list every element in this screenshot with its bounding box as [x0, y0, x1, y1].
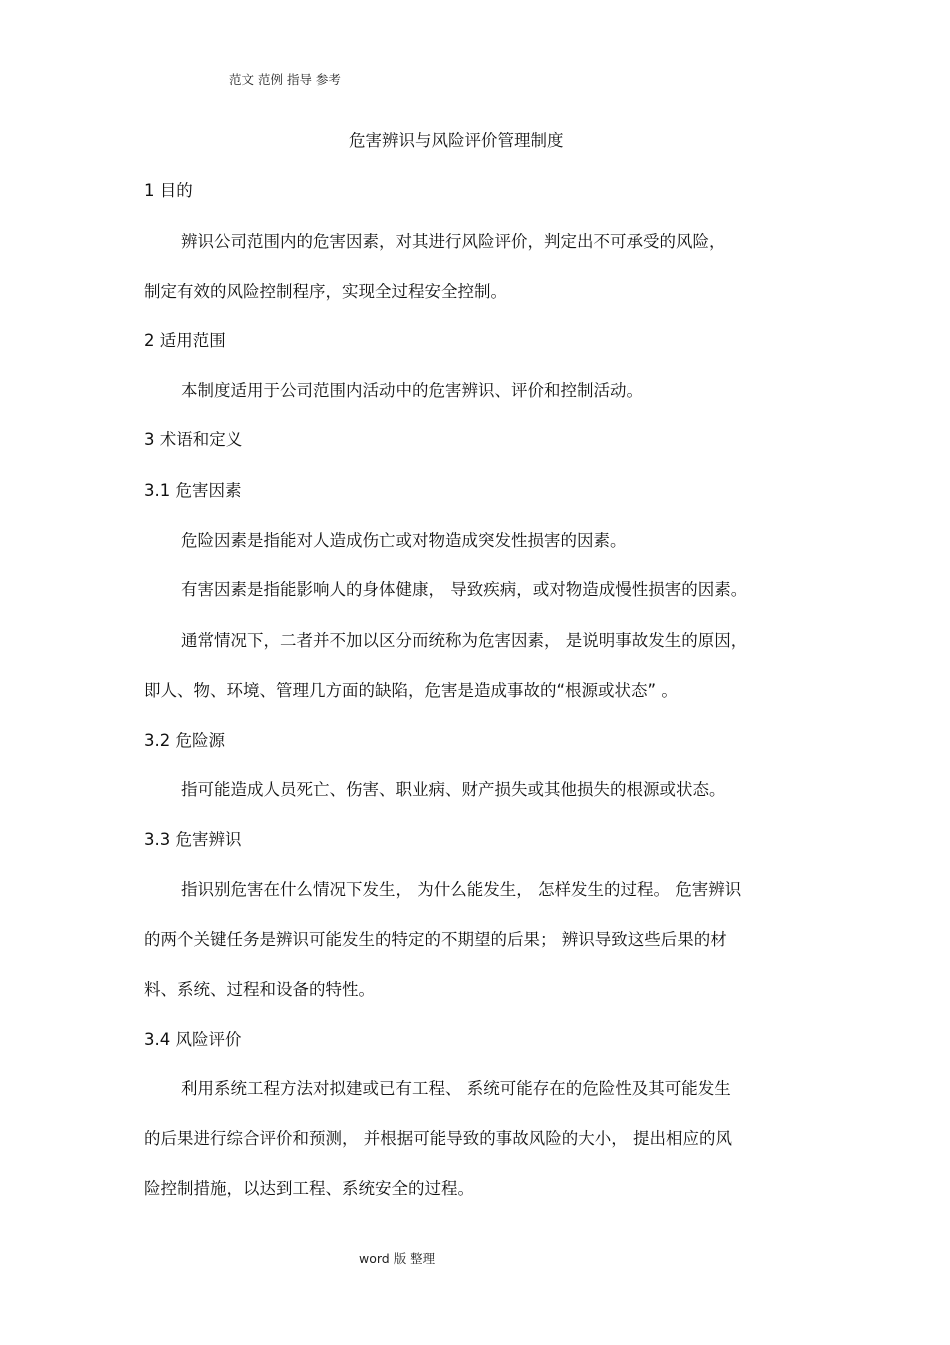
- section-heading-3: 3 术语和定义: [144, 430, 243, 449]
- paragraph-line: 指可能造成人员死亡、伤害、职业病、财产损失或其他损失的根源或状态。: [181, 780, 726, 799]
- paragraph-line: 险控制措施，以达到工程、系统安全的过程。: [144, 1179, 474, 1198]
- paragraph-line: 指识别危害在什么情况下发生， 为什么能发生， 怎样发生的过程。 危害辨识: [181, 880, 742, 899]
- paragraph-line: 危险因素是指能对人造成伤亡或对物造成突发性损害的因素。: [181, 531, 627, 550]
- header-text: 范文 范例 指导 参考: [229, 72, 341, 87]
- paragraph-line: 料、系统、过程和设备的特性。: [144, 980, 375, 999]
- paragraph-line: 即人、物、环境、管理几方面的缺陷，危害是造成事故的“根源或状态” 。: [144, 681, 678, 700]
- footer-text: word 版 整理: [359, 1251, 436, 1266]
- paragraph-line: 的两个关键任务是辨识可能发生的特定的不期望的后果； 辨识导致这些后果的材: [144, 930, 727, 949]
- document-title: 危害辨识与风险评价管理制度: [349, 131, 564, 150]
- paragraph-line: 有害因素是指能影响人的身体健康， 导致疾病，或对物造成慢性损害的因素。: [181, 580, 748, 599]
- paragraph-line: 利用系统工程方法对拟建或已有工程、 系统可能存在的危险性及其可能发生: [181, 1079, 731, 1098]
- subsection-heading-3-2: 3.2 危险源: [144, 731, 225, 750]
- subsection-heading-3-3: 3.3 危害辨识: [144, 830, 242, 849]
- section-heading-1: 1 目的: [144, 181, 193, 200]
- paragraph-line: 制定有效的风险控制程序，实现全过程安全控制。: [144, 282, 507, 301]
- paragraph-line: 的后果进行综合评价和预测， 并根据可能导致的事故风险的大小， 提出相应的风: [144, 1129, 732, 1148]
- paragraph-line: 通常情况下，二者并不加以区分而统称为危害因素， 是说明事故发生的原因，: [181, 631, 748, 650]
- paragraph-line: 辨识公司范围内的危害因素，对其进行风险评价，判定出不可承受的风险，: [181, 232, 726, 251]
- section-heading-2: 2 适用范围: [144, 331, 226, 350]
- subsection-heading-3-4: 3.4 风险评价: [144, 1030, 242, 1049]
- subsection-heading-3-1: 3.1 危害因素: [144, 481, 242, 500]
- paragraph-line: 本制度适用于公司范围内活动中的危害辨识、评价和控制活动。: [181, 381, 643, 400]
